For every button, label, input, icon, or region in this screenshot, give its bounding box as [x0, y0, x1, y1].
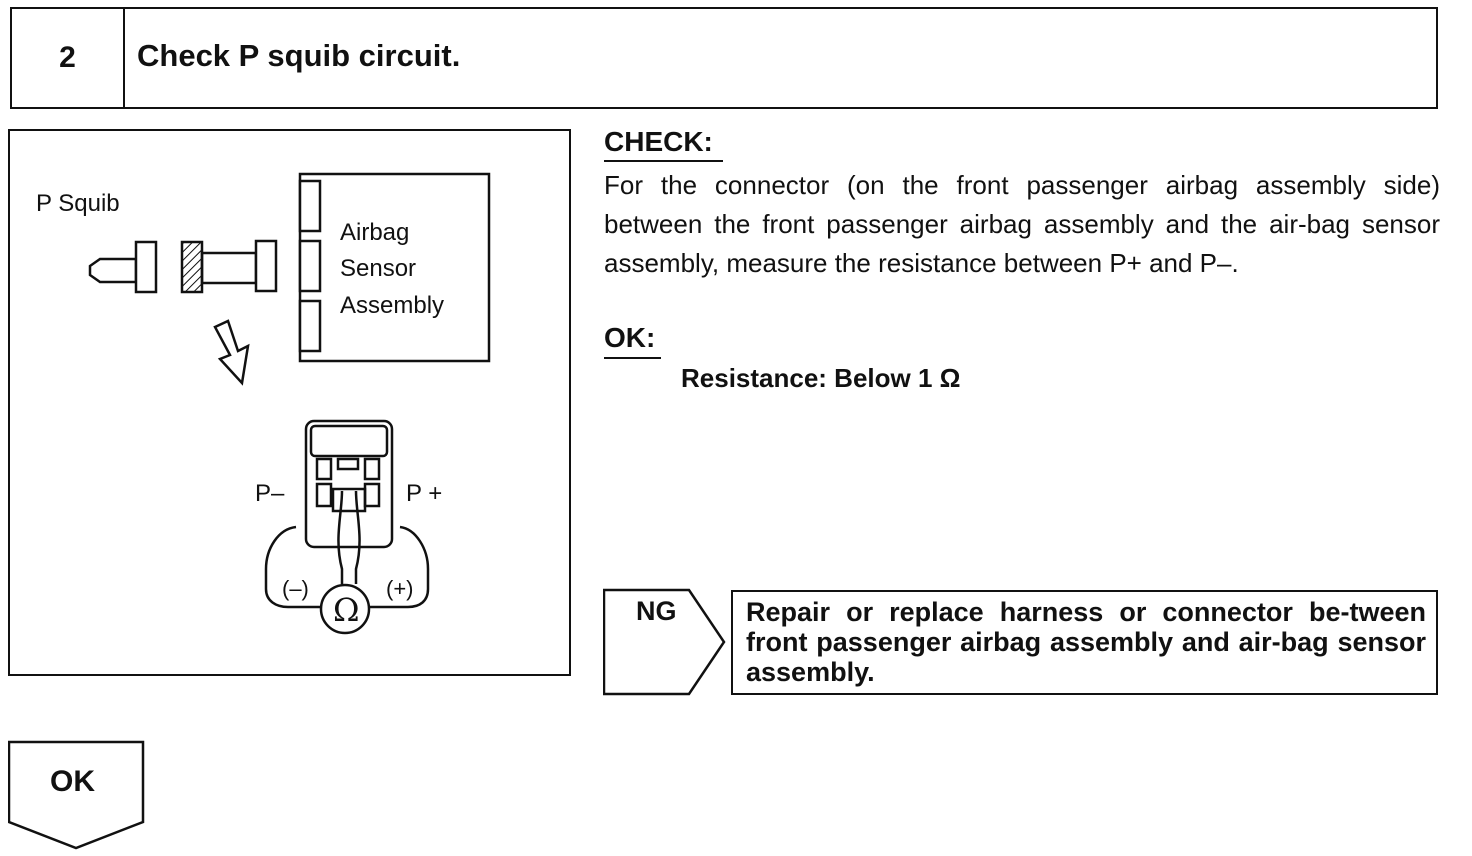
down-arrow-icon [215, 321, 248, 383]
sensor-label-1: Airbag [340, 219, 410, 246]
sensor-label-2: Sensor [340, 255, 417, 282]
ng-label: NG [636, 596, 677, 626]
ok-underline [604, 357, 661, 359]
squib-circuit-diagram [8, 129, 571, 676]
ohm-symbol: Ω [333, 591, 360, 629]
connector-hatched [182, 242, 202, 292]
step-number: 2 [59, 41, 76, 74]
header-divider [123, 7, 125, 109]
probe-minus-label: (–) [282, 576, 309, 601]
check-heading: CHECK: [604, 126, 713, 157]
harness-flange [256, 241, 276, 291]
ok-result-label: OK [50, 765, 95, 798]
sensor-label-3: Assembly [340, 292, 445, 319]
harness-body [202, 253, 256, 283]
squib-plug-tip [90, 259, 136, 282]
p-plus-label: P + [406, 480, 443, 507]
ok-spec-heading: OK: [604, 322, 656, 353]
check-instructions: For the connector (on the front passenger airbag assembly side) between the front passenger airbag assembly and the air-bag sensor assembly, measure the resistance between P+ and P–. [604, 170, 1440, 278]
step-title: Check P squib circuit. [137, 38, 461, 73]
ng-action-text: Repair or replace harness or connector be-tween front passenger airbag assembly and air-bag sensor assembly. [746, 597, 1426, 687]
check-underline [604, 160, 723, 162]
p-minus-label: P– [255, 480, 285, 507]
squib-plug-flange [136, 242, 156, 292]
probe-plus-label: (+) [386, 576, 414, 601]
p-squib-label: P Squib [36, 190, 120, 217]
resistance-spec: Resistance: Below 1 Ω [681, 363, 961, 393]
